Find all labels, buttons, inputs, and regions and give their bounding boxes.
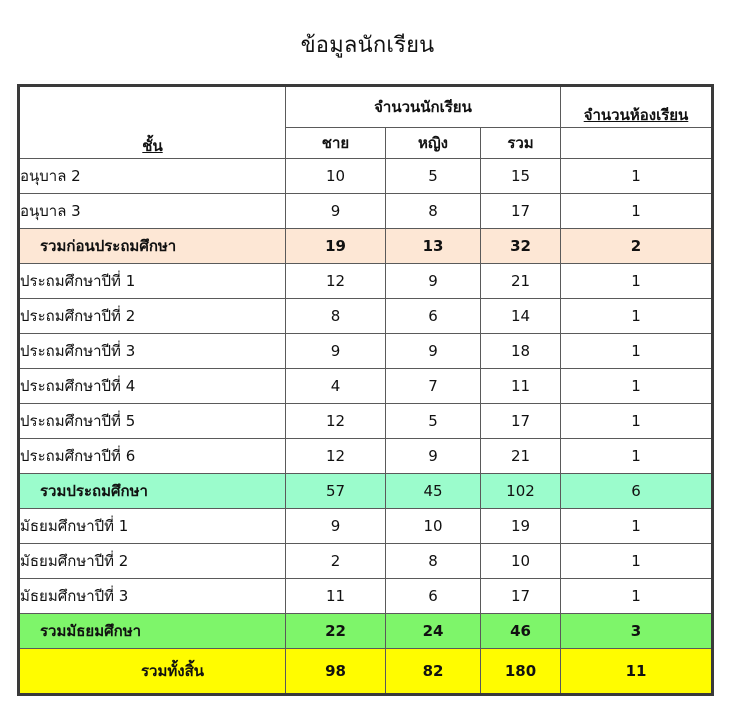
total-count-cell: 21: [481, 439, 561, 474]
table-row: [19, 439, 713, 474]
male-count-cell: 9: [286, 334, 386, 369]
female-count-cell: 9: [386, 334, 481, 369]
rooms-count-cell: 3: [561, 614, 713, 649]
rooms-count-cell: 1: [561, 509, 713, 544]
total-count-cell: 180: [481, 649, 561, 695]
rooms-count-cell: 1: [561, 369, 713, 404]
female-count-cell: 45: [386, 474, 481, 509]
table-row: [19, 299, 713, 334]
male-count-cell: 4: [286, 369, 386, 404]
header-class: ชั้น: [19, 86, 286, 159]
female-count-cell: 7: [386, 369, 481, 404]
total-count-cell: 11: [481, 369, 561, 404]
male-count-cell: 9: [286, 194, 386, 229]
header-total: รวม: [481, 128, 561, 159]
female-count-cell: 13: [386, 229, 481, 264]
rooms-count-cell: 1: [561, 439, 713, 474]
total-count-cell: 18: [481, 334, 561, 369]
total-count-cell: 15: [481, 159, 561, 194]
class-name-cell: รวมมัธยมศึกษา: [19, 614, 286, 649]
class-name-cell: รวมทั้งสิ้น: [19, 649, 286, 695]
total-count-cell: 19: [481, 509, 561, 544]
header-rooms: จำนวนห้องเรียน: [561, 86, 713, 128]
table-row: [19, 509, 713, 544]
total-count-cell: 32: [481, 229, 561, 264]
total-count-cell: 17: [481, 194, 561, 229]
class-name-cell: มัธยมศึกษาปีที่ 1: [19, 509, 286, 544]
rooms-count-cell: 1: [561, 299, 713, 334]
class-name-cell: ประถมศึกษาปีที่ 3: [19, 334, 286, 369]
table-row: [19, 334, 713, 369]
class-name-cell: ประถมศึกษาปีที่ 6: [19, 439, 286, 474]
rooms-count-cell: 1: [561, 194, 713, 229]
female-count-cell: 6: [386, 299, 481, 334]
table-row: [19, 369, 713, 404]
male-count-cell: 8: [286, 299, 386, 334]
total-count-cell: 102: [481, 474, 561, 509]
class-name-cell: รวมประถมศึกษา: [19, 474, 286, 509]
female-count-cell: 82: [386, 649, 481, 695]
rooms-count-cell: 1: [561, 159, 713, 194]
subtotal-row: [19, 614, 713, 649]
rooms-count-cell: 1: [561, 404, 713, 439]
header-female: หญิง: [386, 128, 481, 159]
female-count-cell: 5: [386, 159, 481, 194]
rooms-count-cell: 2: [561, 229, 713, 264]
male-count-cell: 98: [286, 649, 386, 695]
class-name-cell: รวมก่อนประถมศึกษา: [19, 229, 286, 264]
student-data-table: [17, 84, 714, 696]
table-row: [19, 579, 713, 614]
subtotal-row: [19, 229, 713, 264]
male-count-cell: 22: [286, 614, 386, 649]
class-name-cell: มัธยมศึกษาปีที่ 3: [19, 579, 286, 614]
header-male: ชาย: [286, 128, 386, 159]
total-count-cell: 17: [481, 404, 561, 439]
header-students: จำนวนนักเรียน: [286, 86, 561, 128]
class-name-cell: มัธยมศึกษาปีที่ 2: [19, 544, 286, 579]
male-count-cell: 11: [286, 579, 386, 614]
male-count-cell: 10: [286, 159, 386, 194]
female-count-cell: 9: [386, 264, 481, 299]
female-count-cell: 24: [386, 614, 481, 649]
total-count-cell: 46: [481, 614, 561, 649]
rooms-count-cell: 1: [561, 579, 713, 614]
total-count-cell: 21: [481, 264, 561, 299]
female-count-cell: 9: [386, 439, 481, 474]
table-body: [19, 159, 713, 695]
table-row: [19, 159, 713, 194]
female-count-cell: 8: [386, 194, 481, 229]
male-count-cell: 12: [286, 264, 386, 299]
male-count-cell: 2: [286, 544, 386, 579]
female-count-cell: 10: [386, 509, 481, 544]
class-name-cell: ประถมศึกษาปีที่ 2: [19, 299, 286, 334]
male-count-cell: 12: [286, 404, 386, 439]
female-count-cell: 8: [386, 544, 481, 579]
table-row: [19, 404, 713, 439]
header-rooms-blank: [561, 128, 713, 159]
total-count-cell: 17: [481, 579, 561, 614]
grand-total-row: [19, 649, 713, 695]
table-row: [19, 194, 713, 229]
total-count-cell: 14: [481, 299, 561, 334]
class-name-cell: อนุบาล 3: [19, 194, 286, 229]
table-row: [19, 264, 713, 299]
rooms-count-cell: 1: [561, 334, 713, 369]
rooms-count-cell: 1: [561, 544, 713, 579]
class-name-cell: ประถมศึกษาปีที่ 4: [19, 369, 286, 404]
male-count-cell: 19: [286, 229, 386, 264]
male-count-cell: 57: [286, 474, 386, 509]
male-count-cell: 12: [286, 439, 386, 474]
rooms-count-cell: 11: [561, 649, 713, 695]
female-count-cell: 5: [386, 404, 481, 439]
total-count-cell: 10: [481, 544, 561, 579]
class-name-cell: ประถมศึกษาปีที่ 5: [19, 404, 286, 439]
rooms-count-cell: 6: [561, 474, 713, 509]
rooms-count-cell: 1: [561, 264, 713, 299]
subtotal-row: [19, 474, 713, 509]
table-row: [19, 544, 713, 579]
male-count-cell: 9: [286, 509, 386, 544]
class-name-cell: อนุบาล 2: [19, 159, 286, 194]
class-name-cell: ประถมศึกษาปีที่ 1: [19, 264, 286, 299]
page-title: ข้อมูลนักเรียน: [300, 33, 435, 58]
female-count-cell: 6: [386, 579, 481, 614]
